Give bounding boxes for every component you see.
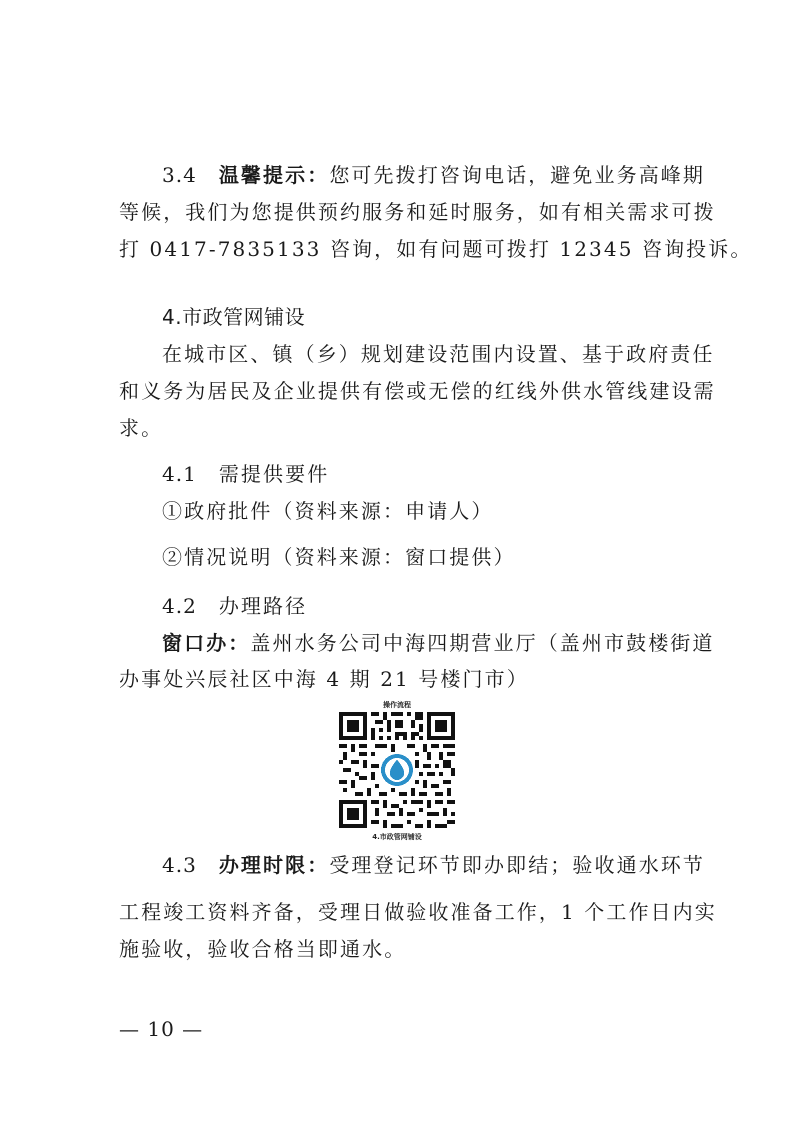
section-4-2-text-1: 盖州水务公司中海四期营业厅（盖州市鼓楼街道 [250,631,715,655]
section-4-3-number: 4.3 [162,853,197,877]
section-4-1-item-1: ①政府批件（资料来源：申请人） [162,499,494,523]
section-4-1-title: 需提供要件 [218,462,330,486]
section-4-desc-line-2: 和义务为居民及企业提供有偿或无偿的红线外供水管线建设需 [119,379,716,403]
section-4-1-item-2: ②情况说明（资料来源：窗口提供） [162,545,516,569]
section-3-4-line-2: 等候，我们为您提供预约服务和延时服务，如有相关需求可拨 [119,200,716,224]
qr-caption-top: 操作流程 [383,701,411,709]
section-3-4-line-1 [162,162,705,188]
section-3-4-number: 3.4 [162,163,197,187]
section-4-heading: 4.市政管网铺设 [162,305,306,329]
section-4-2-line-2: 办事处兴辰社区中海 4 期 21 号楼门市） [119,667,529,691]
section-4-3-label: 办理时限： [218,853,330,877]
section-3-4-text-1: 您可先拨打咨询电话，避免业务高峰期 [329,163,706,187]
qr-caption-bottom: 4.市政管网铺设 [372,833,422,841]
section-4-3-line-1 [162,852,705,878]
section-4-2-label: 窗口办： [162,631,251,655]
section-4-1-number: 4.1 [162,462,197,486]
section-4-3-line-2: 工程竣工资料齐备，受理日做验收准备工作，1 个工作日内实 [119,900,717,924]
section-4-1-heading [162,461,329,487]
section-4-3-text-1: 受理登记环节即办即结；验收通水环节 [329,853,706,877]
qr-code-block [331,700,463,845]
section-4-desc-line-1: 在城市区、镇（乡）规划建设范围内设置、基于政府责任 [162,342,715,366]
qr-code-image [339,711,455,829]
section-4-3-line-3: 施验收，验收合格当即通水。 [119,937,407,961]
section-3-4-line-3: 打 0417-7835133 咨询，如有问题可拨打 12345 咨询投诉。 [119,237,753,261]
page-number: — 10 — [119,1017,204,1041]
section-3-4-label: 温馨提示： [218,163,330,187]
section-4-2-title: 办理路径 [218,594,308,618]
section-4-2-number: 4.2 [162,594,197,618]
section-4-2-line-1 [162,630,715,656]
section-4-desc-line-3: 求。 [119,416,164,440]
section-4-2-heading [162,593,307,619]
